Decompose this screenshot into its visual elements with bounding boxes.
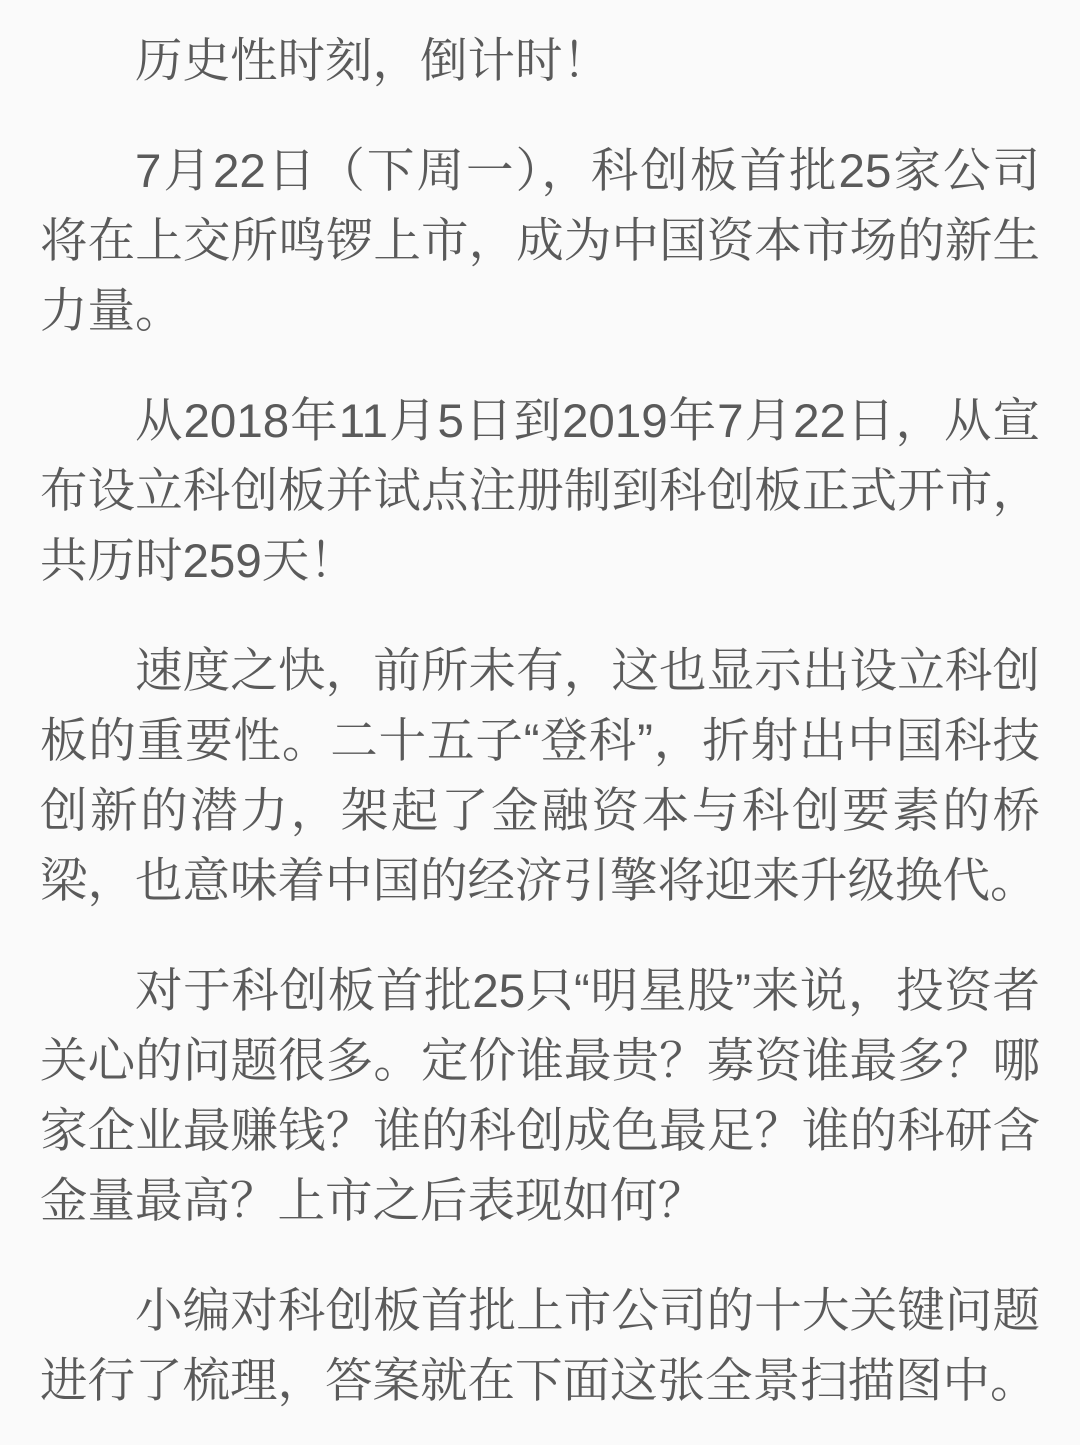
article-paragraph: 速度之快，前所未有，这也显示出设立科创板的重要性。二十五子“登科”，折射出中国科技创新的潜力，架起了金融资本与科创要素的桥梁，也意味着中国的经济引擎将迎来升级换代。 bbox=[40, 645, 1040, 908]
article-paragraph: 历史性时刻，倒计时！ bbox=[135, 35, 610, 88]
article-paragraph: 7月22日（下周一），科创板首批25家公司将在上交所鸣锣上市，成为中国资本市场的新生力量。 bbox=[40, 145, 1040, 338]
article-paragraph: 对于科创板首批25只“明星股”来说，投资者关心的问题很多。定价谁最贵？募资谁最多？哪家企业最赚钱？谁的科创成色最足？谁的科研含金量最高？上市之后表现如何？ bbox=[40, 965, 1040, 1228]
article-paragraph: 小编对科创板首批上市公司的十大关键问题进行了梳理，答案就在下面这张全景扫描图中。 bbox=[40, 1285, 1040, 1408]
article-paragraph: 从2018年11月5日到2019年7月22日，从宣布设立科创板并试点注册制到科创板正式开市，共历时259天！ bbox=[40, 395, 1040, 588]
